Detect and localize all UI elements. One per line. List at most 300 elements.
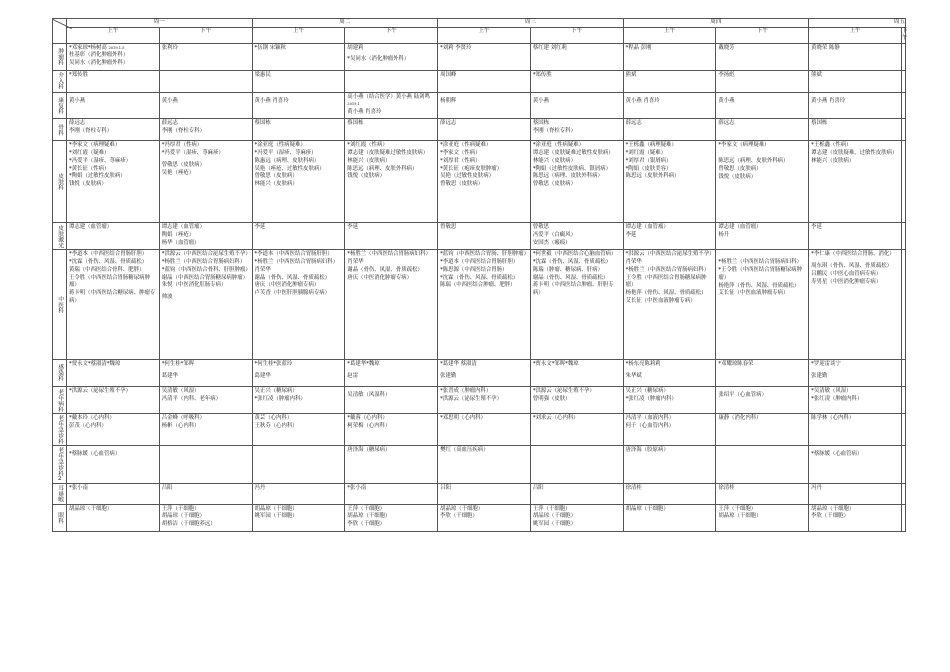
doctor-entry: 帅波	[161, 294, 173, 301]
doctor-entry: 吴清敏（风湿）	[161, 388, 200, 395]
schedule-cell	[345, 70, 438, 92]
doctor-entry: *张红凌（肿瘤内科）	[811, 395, 863, 402]
schedule-cell	[530, 141, 623, 223]
schedule-cell	[530, 70, 623, 92]
doctor-entry: *刘红霞（性病）	[347, 142, 388, 149]
doctor-entry: *洪源云（中西医结合泌尿生殖不孕）	[625, 251, 715, 258]
schedule-cell	[901, 141, 905, 223]
schedule-cell	[159, 223, 252, 250]
doctor-entry: *王栎鑫（性病）	[811, 142, 852, 149]
doctor-entry: 薛远志	[718, 120, 735, 127]
doctor-entry: 唐庆（中医消化肿瘤专病）	[347, 274, 412, 281]
schedule-cell	[623, 387, 716, 414]
doctor-entry: 姚军园（干细胞）	[532, 521, 576, 528]
schedule-cell	[438, 360, 531, 387]
doctor-entry: 卢芙香（中医肝胆胰腺病专病）	[254, 290, 331, 297]
doctor-entry: 胡晶琼（干细胞）	[347, 513, 391, 520]
doctor-entry: 唐泽海（胶原病）	[625, 447, 669, 454]
schedule-cell	[716, 119, 809, 141]
schedule-cell	[623, 223, 716, 250]
doctor-entry: *黄长征（性病）	[69, 165, 110, 172]
doctor-entry: 黄小燕 肖喜玲	[254, 97, 289, 104]
dept-row	[53, 43, 906, 70]
doctor-entry: 李刚（脊柱专科）	[532, 127, 576, 134]
schedule-cell	[530, 223, 623, 250]
department-label: 感染科	[53, 360, 67, 387]
doctor-entry: 彭茂（心内科）	[69, 422, 107, 429]
doctor-entry: *张小南	[347, 485, 367, 492]
doctor-entry: *杨东亮陈莉莉	[625, 361, 661, 368]
doctor-entry: 林能兴（皮肤病）	[347, 157, 391, 164]
schedule-cell	[716, 43, 809, 70]
schedule-cell	[67, 43, 160, 70]
doctor-entry: 黄小燕	[718, 97, 735, 104]
department-label: 耳鼻喉	[53, 484, 67, 504]
department-label: 骨科	[53, 119, 67, 141]
schedule-cell	[809, 223, 902, 250]
doctor-entry: 谭志建（血管瘤）	[718, 224, 762, 231]
schedule-cell	[345, 360, 438, 387]
dept-row	[53, 484, 906, 504]
doctor-entry: *罗迎雷谈宁	[811, 361, 841, 368]
dept-row	[53, 92, 906, 118]
doctor-entry: 曾敬思（皮肤病）	[718, 165, 762, 172]
doctor-entry: 周国峰	[440, 71, 457, 78]
small-note: 2019.1	[347, 102, 360, 107]
doctor-entry: 薛远志	[440, 120, 457, 127]
doctor-entry: *贾永文*蔡淑清*魏琼	[69, 361, 121, 368]
schedule-cell	[809, 360, 902, 387]
schedule-cell	[345, 250, 438, 360]
doctor-entry: 杜基彰（消化肿瘤外科）	[69, 52, 129, 59]
doctor-entry: *张小南	[69, 485, 88, 492]
department-label: 皮肤激光	[53, 223, 67, 250]
doctor-entry: *冯爱平（湿疹、荨麻疹）	[254, 149, 317, 156]
department-label: 肿瘤科	[53, 43, 67, 70]
doctor-entry: 熊斌	[625, 71, 637, 78]
schedule-cell	[623, 43, 716, 70]
doctor-entry: *吴清敏（风湿）	[811, 388, 852, 395]
doctor-entry: 戴晓芳	[718, 44, 735, 51]
pm-header: 下午	[345, 27, 438, 43]
schedule-cell	[716, 223, 809, 250]
dept-row	[53, 360, 906, 387]
doctor-entry: 胡格洁（干细胞养远）	[161, 521, 216, 528]
schedule-cell	[159, 360, 252, 387]
doctor-entry: 胡晶琼（干细胞）	[440, 505, 484, 512]
schedule-cell	[438, 414, 531, 446]
doctor-entry: *杨胜兰（中西医结合胃肠病妇科）	[161, 258, 246, 265]
doctor-entry: 陈思远（病理、皮肤外科病）	[718, 157, 789, 164]
day-header: 周一	[67, 19, 253, 28]
doctor-entry: 黄芸（心内科）	[254, 415, 293, 422]
am-header: 上午	[438, 27, 531, 43]
doctor-entry: 钱悦（皮肤病）	[69, 181, 107, 188]
am-header: 上午	[252, 27, 345, 43]
doctor-entry: 柯荣梅（心内科）	[347, 422, 391, 429]
schedule-cell	[438, 387, 531, 414]
doctor-entry: *戴蓉（心内科）	[347, 415, 388, 422]
doctor-entry: *何生桂*邹晖	[161, 361, 195, 368]
doctor-entry: *黄长征（疱疹皮肤肿瘤）	[440, 165, 503, 172]
schedule-cell	[159, 484, 252, 504]
schedule-cell	[252, 223, 345, 250]
doctor-entry: 陈瑞（中西医结合肿瘤、肥胖）	[440, 282, 516, 289]
doctor-entry: *戴本玲（心内科）	[69, 415, 115, 422]
schedule-cell	[67, 119, 160, 141]
doctor-entry: 杨艳萍（骨伤、风湿、骨质疏松）	[718, 282, 800, 289]
schedule-cell	[716, 414, 809, 446]
doctor-entry: *张红凌（肿瘤内科）	[625, 395, 677, 402]
doctor-entry: 徐清桂	[625, 485, 642, 492]
doctor-entry: 冯丹	[254, 485, 266, 492]
doctor-entry: 谢晶（中西医结合胃肠糖尿病肿瘤）	[161, 274, 249, 281]
schedule-cell	[438, 141, 531, 223]
doctor-entry: 胡晶琼（干细胞）	[532, 513, 576, 520]
doctor-entry: *陈思源（中西医结合胃肠）	[440, 266, 508, 273]
schedule-cell	[159, 250, 252, 360]
schedule-cell	[901, 43, 905, 70]
schedule-cell	[716, 360, 809, 387]
schedule-cell	[901, 360, 905, 387]
doctor-entry: 黄小燕 肖喜玲	[811, 97, 846, 104]
doctor-entry: 陈思远（病理、皮肤外科病）	[347, 165, 418, 172]
schedule-cell	[901, 92, 905, 118]
doctor-entry: 谭志建（皮肤疑难过敏性皮肤病）	[532, 149, 614, 156]
schedule-cell	[252, 250, 345, 360]
doctor-entry: 陈思远（病理、皮肤外科病）	[532, 173, 603, 180]
schedule-cell	[623, 119, 716, 141]
day-header-row	[53, 19, 906, 28]
doctor-entry: *王栎鑫（病理疑难）	[625, 142, 677, 149]
doctor-entry: *伍钢 宋颖秋	[254, 44, 286, 51]
doctor-entry: *葛建华 蔡淑清	[440, 361, 477, 368]
schedule-cell	[67, 414, 160, 446]
schedule-cell	[159, 119, 252, 141]
doctor-entry: 曾敬思（皮肤病）	[161, 161, 205, 168]
schedule-cell	[623, 504, 716, 531]
doctor-entry: 杨升	[718, 231, 730, 238]
schedule-cell	[530, 43, 623, 70]
schedule-cell	[159, 446, 252, 484]
schedule-cell	[809, 250, 902, 360]
doctor-entry: 吴同水（消化肿瘤外科）	[69, 60, 129, 67]
doctor-entry: 张绍平（心血管病）	[718, 392, 767, 399]
doctor-entry: 王萍（干细胞）	[161, 505, 200, 512]
doctor-entry: *张晋成（肿瘤内科）	[440, 388, 492, 395]
doctor-entry: *沈霖（骨伤、风湿、骨质疏松）	[440, 274, 519, 281]
doctor-entry: 冯丹	[811, 485, 822, 492]
doctor-entry: *刘厚君（性病）	[440, 157, 481, 164]
schedule-cell	[438, 70, 531, 92]
schedule-cell	[345, 484, 438, 504]
doctor-entry: 艾长征（中医血液肿瘤专病）	[718, 290, 789, 297]
small-note: 2019.1.5	[108, 45, 125, 50]
schedule-cell	[438, 504, 531, 531]
doctor-entry: *杨胜兰（中西医结合胃肠病妇科）	[718, 259, 802, 266]
doctor-entry: *蓝钧（中西医结合胃肠、肝胆肿瘤）	[440, 251, 530, 258]
doctor-entry: 杨朝辉	[440, 97, 457, 104]
schedule-cell	[623, 360, 716, 387]
doctor-entry: 吕阳	[161, 485, 173, 492]
schedule-cell	[252, 119, 345, 141]
doctor-entry: 曾明强（皮肤）	[532, 395, 571, 402]
pm-header: 下午	[716, 27, 809, 43]
doctor-entry: 谭志建（皮肤疑难，过敏性皮肤病）	[811, 149, 898, 156]
doctor-entry: 曾敬思（皮肤病）	[440, 181, 484, 188]
doctor-entry: 吴艳（过敏性皮肤病）	[440, 173, 494, 180]
doctor-entry: *程晶 彭刚	[625, 44, 652, 51]
day-header: 周四	[623, 19, 809, 28]
clinic-schedule-table	[52, 18, 906, 532]
schedule-cell	[716, 70, 809, 92]
doctor-entry: 李欣（干细胞）	[440, 513, 478, 520]
doctor-entry: *冯爱平（湿疹、荨麻疹）	[69, 157, 131, 164]
doctor-entry: 王令胜（中西医结合胃肠糖尿病肿瘤）	[625, 274, 707, 289]
doctor-entry: 王萍（干细胞）	[347, 505, 386, 512]
schedule-cell	[67, 360, 160, 387]
day-header: 周五	[809, 19, 906, 28]
doctor-entry: 朱悦（中医消化肛肠专病）	[161, 282, 227, 289]
doctor-entry: 吕金峰（呼吸科）	[161, 415, 205, 422]
schedule-cell	[530, 360, 623, 387]
schedule-cell	[345, 387, 438, 414]
schedule-cell	[159, 141, 252, 223]
schedule-cell	[159, 387, 252, 414]
doctor-entry: 李延	[347, 224, 359, 231]
schedule-cell	[623, 70, 716, 92]
doctor-entry: 林能兴（皮肤病）	[254, 181, 298, 188]
doctor-entry: 李欣（干细胞）	[811, 513, 849, 520]
schedule-cell	[716, 504, 809, 531]
doctor-text: *邓家琼*杨树高	[69, 44, 107, 51]
schedule-cell	[252, 446, 345, 484]
doctor-entry: 肖荣华	[254, 266, 271, 273]
schedule-cell	[345, 119, 438, 141]
doctor-text: 高小燕（结合医学）黄小燕 陆剑鸣	[347, 93, 430, 100]
corner-cell	[53, 19, 67, 44]
schedule-cell	[716, 484, 809, 504]
doctor-entry: 曾敬思	[440, 224, 457, 231]
doctor-entry: *李家文（病理疑难）	[718, 142, 770, 149]
schedule-cell	[67, 92, 160, 118]
doctor-entry: 安国杰（瘢痕）	[532, 239, 571, 246]
doctor-entry: 曾敬思	[532, 224, 550, 231]
schedule-cell	[67, 504, 160, 531]
doctor-entry: *沈霖（骨伤、风湿、骨质疏松）	[69, 258, 148, 265]
schedule-cell	[809, 70, 902, 92]
doctor-entry: 曾敬思（皮肤病）	[532, 181, 576, 188]
pm-header: 下午	[901, 27, 905, 43]
doctor-entry: *刘求云（心内科）	[532, 415, 579, 422]
department-label: 老年病科	[53, 387, 67, 414]
schedule-cell	[252, 43, 345, 70]
schedule-cell	[623, 414, 716, 446]
schedule-cell	[901, 484, 905, 504]
doctor-entry: 肖荣华	[347, 258, 364, 265]
doctor-entry: 康静（消化内科）	[718, 415, 762, 422]
doctor-entry: *李道本（中西医结合胃肠肝胆）	[254, 251, 333, 258]
day-header: 周三	[438, 19, 624, 28]
doctor-entry: 徐清桂	[718, 485, 735, 492]
schedule-cell	[345, 223, 438, 250]
doctor-entry: 黄小燕	[161, 97, 178, 104]
half-header-row	[53, 27, 906, 43]
schedule-cell	[809, 119, 902, 141]
doctor-entry: 谭志建（血管瘤）	[161, 224, 205, 231]
doctor-entry: 王萍（干细胞）	[532, 505, 571, 512]
schedule-cell	[345, 43, 438, 70]
doctor-entry: *张红凌（肿瘤内科）	[254, 395, 306, 402]
schedule-cell	[530, 504, 623, 531]
schedule-cell	[623, 250, 716, 360]
blank-line	[718, 447, 806, 451]
schedule-cell	[438, 223, 531, 250]
schedule-cell	[809, 414, 902, 446]
schedule-cell	[809, 43, 902, 70]
doctor-entry: *何生桂*张蓝玲	[254, 361, 293, 368]
schedule-cell	[252, 484, 345, 504]
doctor-entry: *李家文（病理疑难）	[69, 142, 121, 149]
doctor-entry: *李家文（性病）	[440, 149, 481, 156]
doctor-entry: 何千（心血管内科）	[625, 422, 675, 429]
schedule-cell	[716, 141, 809, 223]
doctor-entry: *洪源云（泌尿生殖不孕）	[69, 388, 131, 395]
doctor-entry: 谢晶（骨伤、风湿、骨质疏松）	[532, 274, 609, 281]
doctor-entry: 黄瑞（中西医结合骨科、肥胖）	[69, 266, 145, 273]
schedule-cell	[159, 504, 252, 531]
blank-line	[533, 447, 621, 451]
blank-line	[162, 72, 250, 76]
schedule-cell	[252, 360, 345, 387]
doctor-entry: 冯清平（内科、老年病）	[161, 395, 222, 402]
schedule-cell	[809, 387, 902, 414]
doctor-entry: 胡晶琼（干细胞）	[718, 513, 762, 520]
schedule-cell	[530, 414, 623, 446]
doctor-entry: 吕鹏民（中医心血管病专病）	[811, 270, 882, 277]
doctor-entry: *冯爱平（湿疹、荨麻疹）	[161, 149, 224, 156]
doctor-entry: 蒋卡明（中西医结合肿瘤、肝胆专病）	[532, 282, 614, 297]
schedule-cell	[159, 70, 252, 92]
schedule-cell	[901, 414, 905, 446]
schedule-cell	[530, 119, 623, 141]
schedule-cell	[252, 414, 345, 446]
doctor-entry: *李道本（中西医结合胃肠肝胆）	[69, 251, 148, 258]
doctor-entry: 李刚（脊柱专科）	[69, 127, 113, 134]
doctor-entry: 杨艳萍（骨伤、风湿、骨质疏松）	[625, 290, 707, 297]
doctor-entry: 谭志建（血管瘤）	[625, 224, 669, 231]
department-label: 皮肤科	[53, 141, 67, 223]
doctor-entry: *何世毅（中西医结合心脑血管病）	[532, 251, 617, 258]
doctor-entry: 陈学林（心内科）	[811, 415, 855, 422]
doctor-entry: 黄小燕	[69, 97, 86, 104]
schedule-cell	[623, 141, 716, 223]
department-label: 老年急诊科	[53, 414, 67, 446]
schedule-cell	[159, 414, 252, 446]
doctor-entry: 蒋卡明（中西医结合糖尿病、肿瘤专病）	[69, 290, 156, 305]
doctor-entry: 陈惠远（病理、皮肤科病）	[254, 157, 320, 164]
doctor-entry: 黄晓荣 陈静	[811, 44, 840, 51]
doctor-entry: 蔡国栋	[254, 120, 271, 127]
doctor-entry: 葛建华	[254, 372, 271, 379]
doctor-entry: *李仁康（中西医结合胃肠、消化）	[811, 251, 895, 258]
schedule-cell	[252, 504, 345, 531]
doctor-entry: 黄小燕 肖喜玲	[347, 109, 382, 116]
doctor-entry: *洪源云（泌尿生殖不孕）	[440, 395, 503, 402]
schedule-cell	[252, 387, 345, 414]
doctor-entry: 蔡红建 刘红莉	[532, 44, 567, 51]
schedule-cell	[901, 70, 905, 92]
doctor-entry: 胡晶琼（干细胞）	[811, 505, 855, 512]
schedule-cell	[438, 119, 531, 141]
schedule-cell	[438, 250, 531, 360]
schedule-cell	[809, 141, 902, 223]
doctor-entry: 薛远志	[161, 120, 178, 127]
doctor-entry: 曾敬思（皮肤病）	[254, 173, 298, 180]
doctor-entry: 樊红（高血压疾病）	[440, 447, 489, 454]
schedule-cell	[67, 250, 160, 360]
schedule-cell	[345, 504, 438, 531]
doctor-entry: *王令胜（中西医结合胃肠糖尿病肿瘤）	[718, 266, 802, 281]
doctor-entry: *冯厚君（性病）	[161, 142, 203, 149]
schedule-cell	[438, 484, 531, 504]
doctor-entry: 王秋芬（心内科）	[254, 422, 298, 429]
doctor-entry: 黄小燕 肖喜玲	[625, 97, 660, 104]
doctor-entry: 吴艳（痤疮、过敏性皮肤病）	[254, 165, 325, 172]
doctor-entry: 林能兴（皮肤病）	[811, 157, 855, 164]
doctor-entry: *陶娟（皮肤美容）	[625, 165, 672, 172]
doctor-entry: *葛建华*魏琼	[347, 361, 380, 368]
schedule-cell	[809, 92, 902, 118]
doctor-entry: *蔡脉媛（心血管病）	[811, 451, 863, 458]
schedule-cell	[809, 504, 902, 531]
doctor-entry: 杨彬（心内科）	[161, 422, 200, 429]
pm-header: 下午	[530, 27, 623, 43]
doctor-entry: 陈瑞（肿瘤、糖尿病、肝病）	[532, 266, 603, 273]
doctor-entry: *邓思明（心内科）	[440, 415, 486, 422]
schedule-cell	[67, 387, 160, 414]
dept-row	[53, 446, 906, 484]
doctor-entry: *刘厚君（银屑病）	[625, 157, 672, 164]
doctor-entry: 胡晶琼（干细胞）	[254, 505, 298, 512]
schedule-cell	[252, 141, 345, 223]
schedule-cell	[530, 250, 623, 360]
schedule-cell	[623, 92, 716, 118]
schedule-cell	[345, 141, 438, 223]
doctor-entry: 李刚（脊柱专科）	[161, 127, 205, 134]
schedule-cell	[901, 250, 905, 360]
doctor-entry: *杨胜兰（中西医结合胃肠病妇科）	[625, 266, 710, 273]
doctor-entry: 李延	[254, 224, 266, 231]
schedule-cell	[438, 43, 531, 70]
doctor-entry: 谭志建（血管瘤）	[69, 224, 113, 231]
doctor-entry: 李延	[811, 224, 822, 231]
doctor-entry: 薛远志	[69, 120, 86, 127]
schedule-cell	[159, 43, 252, 70]
doctor-entry: *杨胜兰（中西医结合胃肠病妇科）	[347, 251, 431, 258]
doctor-entry: 钱悦（皮肤病）	[347, 173, 386, 180]
schedule-cell	[623, 446, 716, 484]
doctor-entry: 李延	[625, 231, 637, 238]
doctor-entry: 蔡国栋	[532, 120, 550, 127]
schedule-cell	[252, 70, 345, 92]
doctor-entry: *蓝钧（中西医结合骨科、肝胆肿瘤）	[161, 266, 251, 273]
schedule-cell	[67, 446, 160, 484]
department-label: 老年急诊科2	[53, 446, 67, 484]
doctor-entry: *刘红霞（疑难）	[69, 149, 110, 156]
doctor-entry: 吕阳	[532, 485, 544, 492]
schedule-cell	[159, 92, 252, 118]
